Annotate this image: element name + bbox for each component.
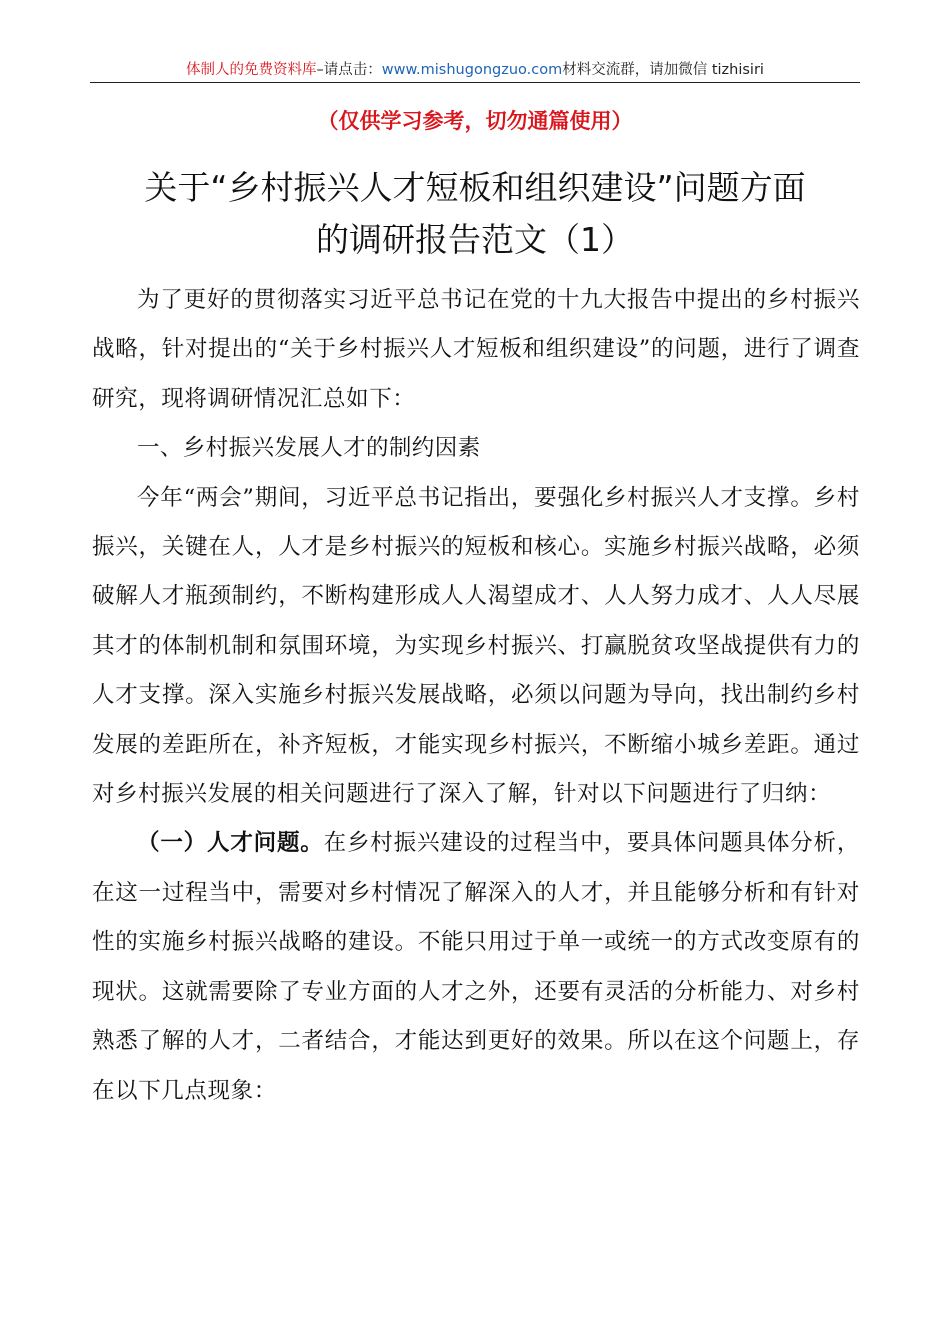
section-body-paragraph: 今年“两会”期间，习近平总书记指出，要强化乡村振兴人才支撑。乡村振兴，关键在人，人才是乡村振兴的短板和核心。实施乡村振兴战略，必须破解人才瓶颈制约，不断构建形成人人渴望成才、人人努力成才、人人尽展其才的体制机制和氛围环境，为实现乡村振兴、打赢脱贫攻坚战提供有力的人才支撑。深入实施乡村振兴发展战略，必须以问题为导向，找出制约乡村发展的差距所在，补齐短板，才能实现乡村振兴，不断缩小城乡差距。通过对乡村振兴发展的相关问题进行了深入了解，针对以下问题进行了归纳： (92, 484, 860, 808)
subsection-paragraph (92, 819, 860, 1115)
header-suffix: 材料交流群，请加微信 tizhisiri (562, 62, 764, 78)
document-body (92, 276, 860, 1116)
document-title (90, 162, 860, 266)
header-divider (90, 82, 860, 83)
header-prompt: –请点击： (316, 62, 382, 78)
subsection-body: 在乡村振兴建设的过程当中，要具体问题具体分析，在这一过程当中，需要对乡村情况了解深入的人才，并且能够分析和有针对性的实施乡村振兴战略的建设。不能只用过于单一或统一的方式改变原有的现状。这就需要除了专业方面的人才之外，还要有灵活的分析能力、对乡村熟悉了解的人才，二者结合，才能达到更好的效果。所以在这个问题上，存在以下几点现象： (92, 830, 860, 1104)
section-heading: 一、乡村振兴发展人才的制约因素 (137, 435, 481, 462)
header-url-link[interactable]: www.mishugongzuo.com (381, 62, 563, 78)
intro-paragraph: 为了更好的贯彻落实习近平总书记在党的十九大报告中提出的乡村振兴战略，针对提出的“关于乡村振兴人才短板和组织建设”的问题，进行了调查研究，现将调研情况汇总如下： (92, 287, 860, 412)
title-line-2: 的调研报告范文（1） (316, 220, 634, 259)
header-site-name: 体制人的免费资料库 (186, 62, 317, 78)
page-header (90, 60, 860, 80)
title-line-1: 关于“乡村振兴人才短板和组织建设”问题方面 (144, 168, 806, 207)
usage-notice: （仅供学习参考，切勿通篇使用） (317, 109, 633, 133)
subsection-label: （一）人才问题。 (137, 830, 324, 857)
